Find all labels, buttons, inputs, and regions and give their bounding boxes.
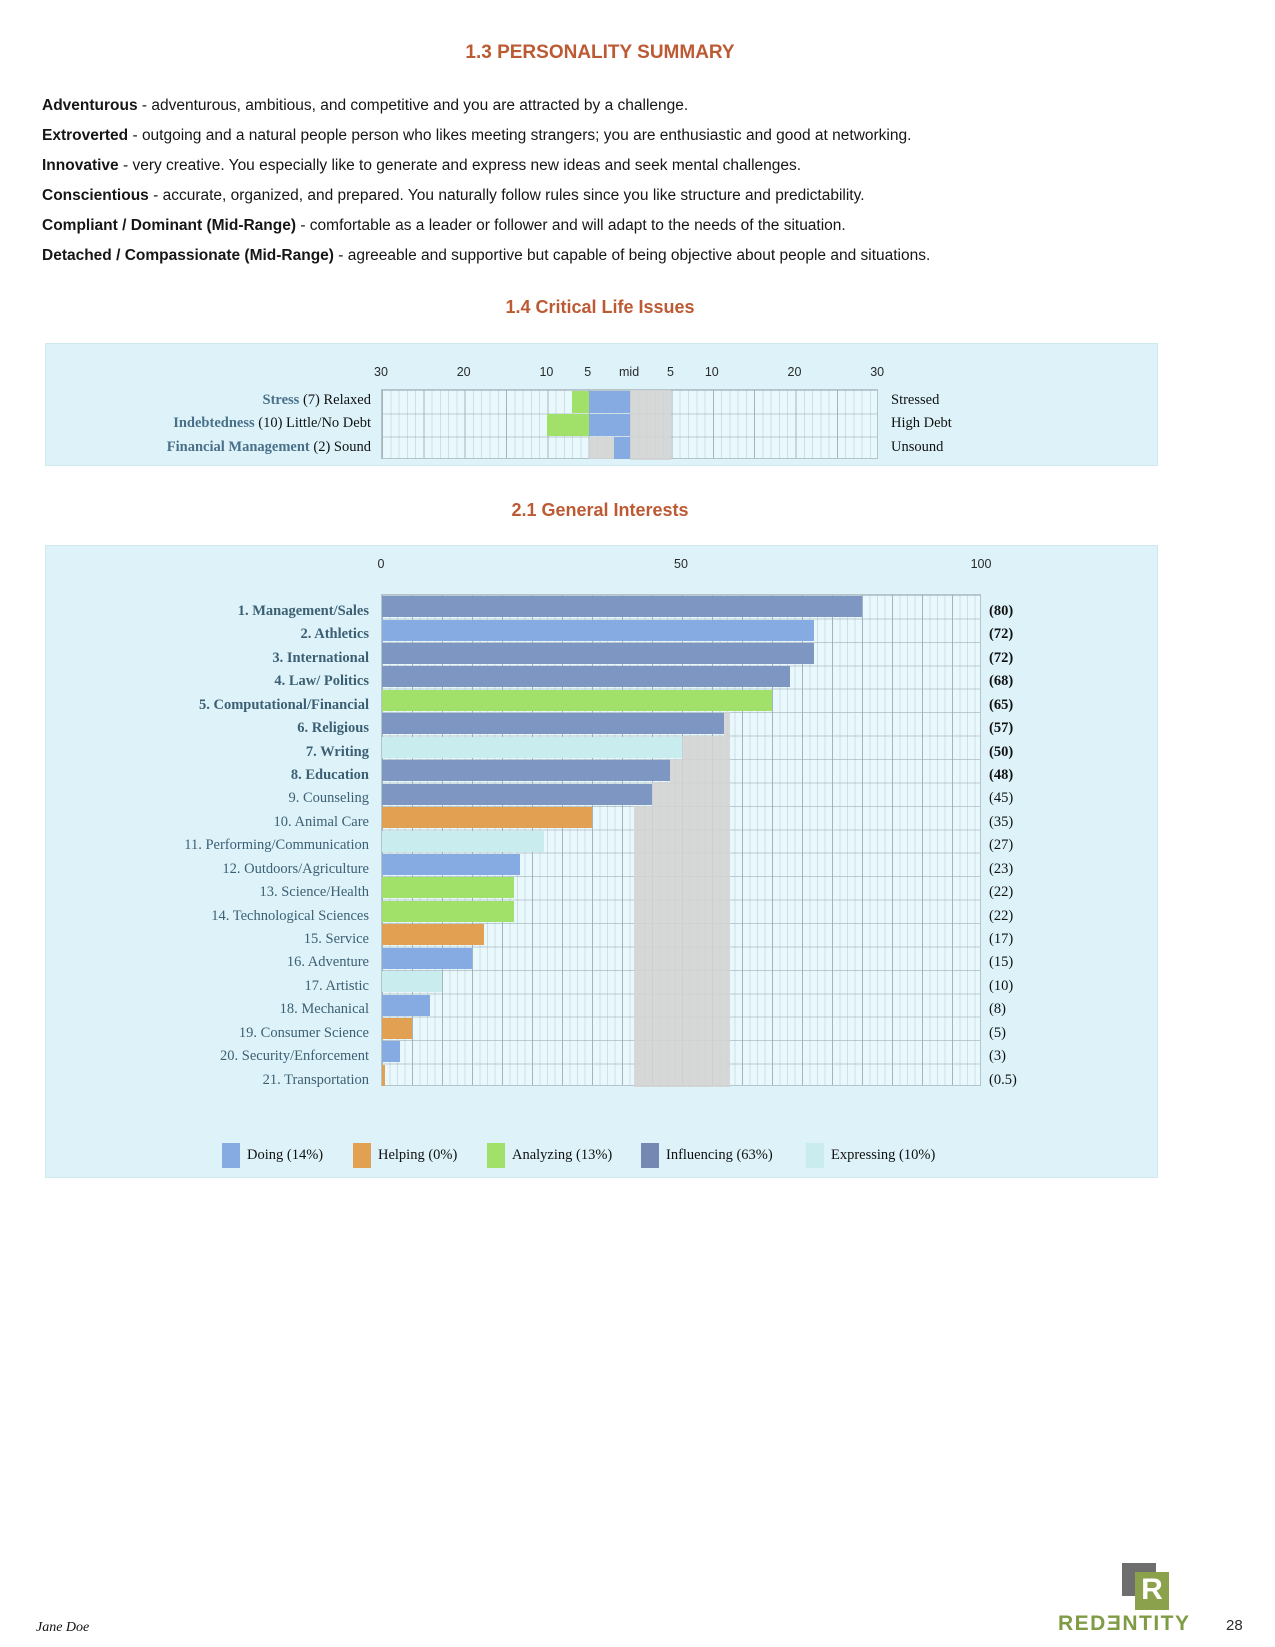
gi-grid — [381, 594, 981, 1086]
cli-row-score-label: (2) Sound — [309, 438, 371, 455]
trait-line — [42, 211, 1242, 241]
gi-mid-band — [634, 1064, 730, 1087]
trait-term: Adventurous — [42, 97, 138, 114]
gi-category-label: 4. Law/ Politics — [274, 673, 369, 690]
cli-axis-tick: 20 — [787, 365, 802, 379]
gi-mid-band — [652, 782, 730, 805]
brand-wordmark: REDƎNTITY — [1058, 1612, 1191, 1635]
gi-bar — [382, 737, 682, 758]
trait-term: Detached / Compassionate (Mid-Range) — [42, 247, 334, 264]
legend-swatch-expressing — [806, 1143, 824, 1168]
gi-value-label: (8) — [989, 1001, 1006, 1018]
gi-value-label: (57) — [989, 720, 1014, 737]
gi-mid-band — [634, 829, 730, 852]
gi-category-label: 8. Education — [290, 767, 369, 783]
gi-value-label: (50) — [989, 743, 1014, 760]
gi-axis-tick: 100 — [970, 557, 992, 571]
cli-segment-doing — [614, 437, 631, 459]
gi-value-label: (3) — [989, 1048, 1006, 1065]
gi-value-label: (22) — [989, 884, 1014, 901]
trait-separator: - — [296, 217, 310, 234]
gi-category-label: 16. Adventure — [286, 954, 369, 971]
trait-description: very creative. You especially like to generate and express new ideas and seek mental challenges. — [132, 157, 802, 174]
gi-bar — [382, 666, 790, 687]
gi-bar — [382, 1041, 400, 1062]
gi-value-label: (72) — [989, 649, 1014, 666]
trait-separator: - — [118, 157, 133, 174]
trait-line — [42, 121, 1242, 151]
gi-value-label: (45) — [989, 790, 1014, 807]
cli-row-label — [46, 436, 371, 459]
gi-value-label: (17) — [989, 931, 1014, 948]
cli-axis-tick: 30 — [374, 365, 388, 379]
cli-row-score-label: (10) Little/No Debt — [254, 415, 371, 432]
gi-mid-band — [634, 853, 730, 876]
legend-swatch-influencing_legend — [641, 1143, 659, 1168]
gi-category-label: 6. Religious — [297, 720, 369, 737]
cli-axis-tick: mid — [619, 365, 640, 379]
gi-category-label: 11. Performing/Communication — [184, 837, 369, 854]
gi-mid-band — [670, 759, 730, 782]
gi-bar — [382, 620, 814, 641]
gi-category-label: 5. Computational/Financial — [199, 696, 369, 713]
footer-client-name: Jane Doe — [36, 1620, 90, 1635]
legend-label: Helping (0%) — [378, 1147, 458, 1163]
gi-category-label: 14. Technological Sciences — [211, 907, 369, 924]
gi-value-label: (0.5) — [989, 1071, 1017, 1088]
legend-label: Analyzing (13%) — [512, 1147, 613, 1163]
gi-category-label: 21. Transportation — [262, 1071, 369, 1088]
cli-row-score-label: (7) Relaxed — [299, 392, 371, 408]
trait-separator: - — [128, 127, 142, 144]
cli-axis-tick: 5 — [584, 365, 592, 379]
trait-description: adventurous, ambitious, and competitive and you are attracted by a challenge. — [151, 97, 689, 114]
gi-value-label: (23) — [989, 860, 1014, 877]
gi-bar — [382, 643, 814, 664]
trait-description: agreeable and supportive but capable of being objective about people and situations. — [347, 247, 931, 264]
gi-category-label: 3. International — [272, 649, 369, 666]
gi-bar — [382, 596, 862, 617]
gi-bar — [382, 924, 484, 945]
gi-mid-band — [634, 946, 730, 969]
trait-description: outgoing and a natural people person who likes meeting strangers; you are enthusiastic and good at networking. — [141, 127, 912, 144]
trait-term: Conscientious — [42, 187, 149, 204]
trait-line — [42, 181, 1242, 211]
gi-axis-tick: 0 — [377, 557, 385, 571]
cli-axis-tick: 10 — [704, 365, 719, 379]
trait-term: Extroverted — [42, 127, 129, 144]
gi-category-label: 18. Mechanical — [279, 1001, 369, 1018]
gi-bar — [382, 854, 520, 875]
cli-row-name: Financial Management — [166, 438, 310, 455]
gi-mid-band — [682, 736, 730, 759]
gi-bar — [382, 948, 472, 969]
gi-axis-tick: 50 — [674, 557, 688, 571]
gi-bar — [382, 831, 544, 852]
gi-value-label: (5) — [989, 1024, 1006, 1041]
gi-mid-band — [634, 970, 730, 993]
gi-value-label: (80) — [989, 603, 1014, 619]
gi-category-label: 9. Counseling — [288, 790, 369, 807]
cli-right-label: High Debt — [891, 415, 952, 432]
critical-life-issues-title: 1.4 Critical Life Issues — [505, 297, 695, 317]
brand-logo-letter: R — [1141, 1573, 1163, 1606]
gi-mid-band — [634, 1040, 730, 1063]
cli-mid-zone — [630, 390, 671, 460]
cli-row-name: Indebtedness — [173, 415, 255, 432]
legend-item — [806, 1143, 1006, 1168]
trait-separator: - — [333, 247, 348, 264]
gi-value-label: (22) — [989, 907, 1014, 924]
legend-swatch-helping — [353, 1143, 371, 1168]
gi-bar — [382, 713, 724, 734]
trait-term: Innovative — [42, 157, 119, 174]
cli-segment-doing — [589, 414, 630, 436]
cli-row-name: Stress — [262, 392, 300, 408]
gi-bar — [382, 784, 652, 805]
cli-right-label: Unsound — [891, 438, 944, 455]
page-number: 28 — [1226, 1617, 1243, 1634]
gi-value-label: (68) — [989, 673, 1014, 690]
brand-logo — [1122, 1563, 1170, 1610]
trait-description: comfortable as a leader or follower and will adapt to the needs of the situation. — [309, 217, 846, 234]
gi-value-label: (10) — [989, 977, 1014, 994]
gi-value-label: (48) — [989, 767, 1014, 783]
trait-term: Compliant / Dominant (Mid-Range) — [42, 217, 297, 234]
cli-segment-doing — [589, 391, 630, 413]
gi-category-label: 13. Science/Health — [259, 884, 369, 901]
cli-axis-tick: 20 — [456, 365, 471, 379]
trait-separator: - — [137, 97, 152, 114]
gi-bar — [382, 995, 430, 1016]
trait-line — [42, 151, 1242, 181]
cli-row-label — [46, 389, 371, 412]
gi-bar — [382, 1065, 385, 1086]
gi-bar — [382, 760, 670, 781]
trait-line — [42, 241, 1242, 271]
critical-life-issues-panel — [45, 343, 1158, 466]
gi-value-label: (35) — [989, 813, 1014, 830]
gi-value-label: (72) — [989, 626, 1014, 643]
gi-mid-band — [634, 993, 730, 1016]
gi-category-label: 15. Service — [303, 931, 369, 948]
gi-category-label: 10. Animal Care — [273, 813, 369, 830]
gi-category-label: 20. Security/Enforcement — [220, 1048, 369, 1065]
gi-category-label: 12. Outdoors/Agriculture — [222, 860, 369, 877]
gi-category-label: 1. Management/Sales — [237, 603, 369, 619]
personality-summary-title: 1.3 PERSONALITY SUMMARY — [465, 42, 735, 63]
gi-category-label: 17. Artistic — [304, 977, 369, 994]
gi-category-label: 7. Writing — [305, 743, 369, 760]
gi-bar — [382, 901, 514, 922]
cli-axis-tick: 5 — [666, 365, 674, 379]
cli-grid — [381, 389, 878, 459]
general-interests-panel — [45, 545, 1158, 1178]
cli-segment-analyzing — [547, 414, 588, 436]
legend-label: Doing (14%) — [247, 1147, 324, 1163]
gi-value-label: (27) — [989, 837, 1014, 854]
trait-line — [42, 91, 1242, 121]
gi-bar — [382, 1018, 412, 1039]
general-interests-title: 2.1 General Interests — [511, 500, 689, 520]
gi-category-label: 19. Consumer Science — [238, 1024, 369, 1041]
cli-segment-analyzing — [572, 391, 589, 413]
legend-label: Influencing (63%) — [666, 1147, 773, 1163]
gi-mid-band — [634, 1017, 730, 1040]
gi-bar — [382, 877, 514, 898]
gi-value-label: (15) — [989, 954, 1014, 971]
gi-bar — [382, 807, 592, 828]
legend-label: Expressing (10%) — [831, 1147, 936, 1163]
cli-axis-tick: 30 — [870, 365, 885, 379]
legend-swatch-doing — [222, 1143, 240, 1168]
trait-description: accurate, organized, and prepared. You naturally follow rules since you like structure and predictability. — [162, 187, 865, 204]
gi-bar — [382, 971, 442, 992]
trait-separator: - — [148, 187, 163, 204]
cli-right-label: Stressed — [891, 392, 940, 408]
cli-row-label — [46, 412, 371, 435]
gi-mid-band — [634, 876, 730, 899]
gi-mid-band — [634, 806, 730, 829]
gi-category-label: 2. Athletics — [300, 626, 369, 643]
gi-value-label: (65) — [989, 696, 1014, 713]
personality-traits-list — [42, 91, 1242, 271]
gi-mid-band — [634, 923, 730, 946]
gi-bar — [382, 690, 772, 711]
cli-segment-mid_zone_gray — [589, 437, 614, 459]
gi-mid-band — [724, 712, 730, 735]
gi-mid-band — [634, 900, 730, 923]
legend-swatch-analyzing — [487, 1143, 505, 1168]
cli-axis-tick: 10 — [539, 365, 554, 379]
